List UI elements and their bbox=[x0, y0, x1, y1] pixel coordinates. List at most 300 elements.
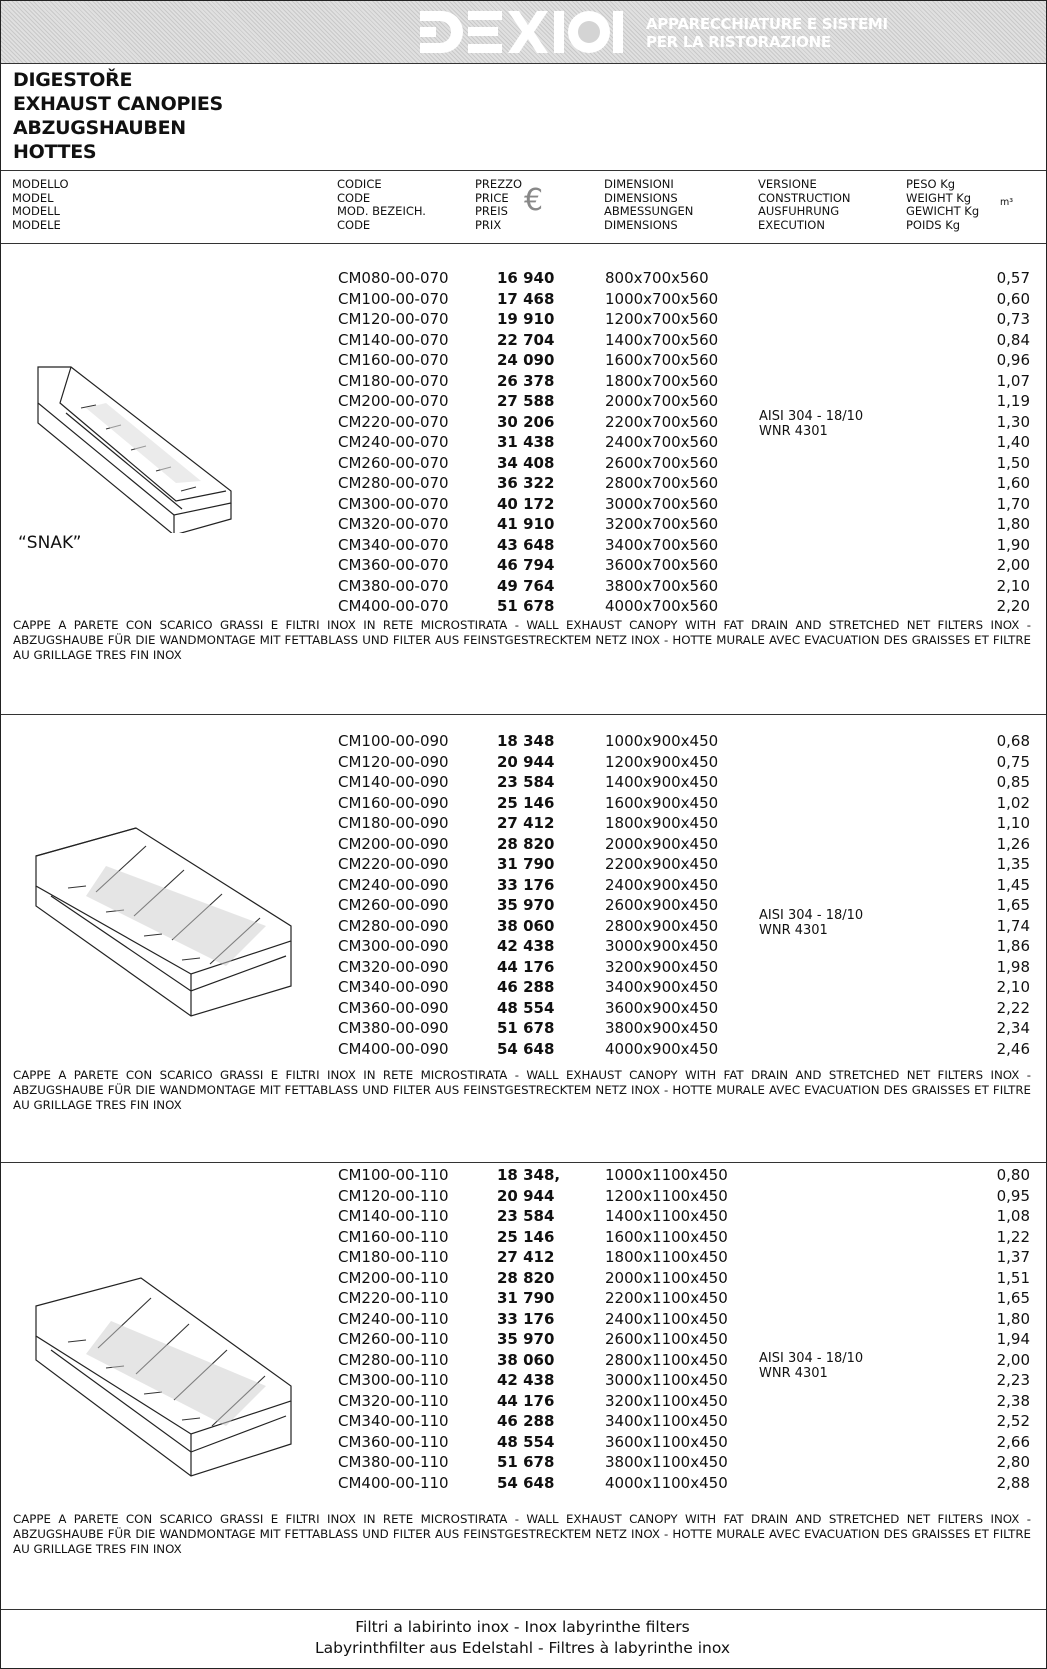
volume-cell: 2,10 bbox=[996, 576, 1030, 595]
table-row bbox=[1, 731, 1046, 751]
code-cell: CM200-00-090 bbox=[338, 834, 449, 853]
table-row bbox=[1, 1165, 1046, 1185]
product-section bbox=[1, 714, 1046, 1162]
price-cell: 46 288 bbox=[497, 978, 555, 996]
price-cell: 20 944 bbox=[497, 752, 555, 771]
volume-cell: 1,51 bbox=[996, 1268, 1030, 1287]
dimensions-cell: 1400x700x560 bbox=[605, 330, 719, 349]
dimensions-cell: 3600x900x450 bbox=[605, 998, 719, 1017]
section-description: CAPPE A PARETE CON SCARICO GRASSI E FILTRI INOX IN RETE MICROSTIRATA - WALL EXHAUST CANOPY WITH FAT DRAIN AND STRETCHED NET FILTERS INOX - ABZUGSHAUBE FÜR DIE WANDMONTAGE MIT FETTABLASS UND FILTER AUS FEINSTGESTRECKTEM NETZ INOX - HOTTE MURALE AVEC EVACUATION DES GRAISSES ET FILTRE AU GRILLAGE TRES FIN INOX bbox=[13, 618, 1031, 662]
dimensions-cell: 3600x1100x450 bbox=[605, 1432, 728, 1451]
volume-cell: 0,85 bbox=[996, 773, 1030, 791]
volume-cell: 1,90 bbox=[996, 535, 1030, 554]
dimensions-cell: 3000x900x450 bbox=[605, 937, 719, 955]
price-cell: 46 288 bbox=[497, 1412, 555, 1430]
table-row bbox=[1, 834, 1046, 854]
volume-cell: 1,19 bbox=[996, 392, 1030, 410]
version-line: AISI 304 - 18/10 bbox=[759, 409, 864, 424]
col-label: VERSIONE bbox=[758, 177, 817, 191]
dimensions-cell: 3800x700x560 bbox=[605, 576, 719, 595]
table-row bbox=[1, 1473, 1046, 1493]
code-cell: CM400-00-110 bbox=[338, 1473, 449, 1492]
code-cell: CM180-00-070 bbox=[338, 371, 449, 390]
table-row bbox=[1, 330, 1046, 350]
table-row bbox=[1, 309, 1046, 329]
table-row bbox=[1, 916, 1046, 936]
volume-cell: 1,07 bbox=[996, 371, 1030, 390]
dimensions-cell: 1200x1100x450 bbox=[605, 1186, 728, 1205]
dimensions-cell: 3800x900x450 bbox=[605, 1019, 719, 1037]
title-de: ABZUGSHAUBEN bbox=[13, 117, 186, 139]
price-cell: 42 438 bbox=[497, 937, 555, 955]
dimensions-cell: 1800x900x450 bbox=[605, 814, 719, 832]
table-row bbox=[1, 977, 1046, 997]
dimensions-cell: 1200x700x560 bbox=[605, 310, 719, 328]
table-row bbox=[1, 596, 1046, 616]
volume-cell: 2,22 bbox=[996, 998, 1030, 1017]
table-row bbox=[1, 391, 1046, 411]
version-line: WNR 4301 bbox=[759, 923, 828, 938]
table-row bbox=[1, 268, 1046, 288]
dimensions-cell: 1600x900x450 bbox=[605, 793, 719, 812]
brand-subtitle bbox=[646, 15, 888, 51]
col-label: PRIX bbox=[475, 217, 502, 232]
code-cell: CM120-00-090 bbox=[338, 752, 449, 771]
dimensions-cell: 4000x700x560 bbox=[605, 597, 719, 615]
price-cell: 23 584 bbox=[497, 773, 555, 791]
dimensions-cell: 2200x1100x450 bbox=[605, 1289, 728, 1307]
col-header-dimensions bbox=[604, 178, 693, 232]
product-section bbox=[1, 1162, 1046, 1609]
dimensions-cell: 1200x900x450 bbox=[605, 752, 719, 771]
volume-cell: 1,80 bbox=[996, 1309, 1030, 1328]
code-cell: CM320-00-110 bbox=[338, 1391, 449, 1410]
dimensions-cell: 2400x900x450 bbox=[605, 875, 719, 894]
volume-cell: 0,96 bbox=[996, 351, 1030, 369]
version-line: WNR 4301 bbox=[759, 1366, 828, 1381]
col-header-model bbox=[12, 178, 69, 232]
code-cell: CM180-00-110 bbox=[338, 1248, 449, 1266]
price-cell: 38 060 bbox=[497, 1350, 555, 1369]
table-row bbox=[1, 1452, 1046, 1472]
table-row bbox=[1, 289, 1046, 309]
col-label: CODICE bbox=[337, 177, 382, 191]
table-row bbox=[1, 432, 1046, 452]
code-cell: CM180-00-090 bbox=[338, 814, 449, 832]
dimensions-cell: 3800x1100x450 bbox=[605, 1453, 728, 1471]
dimensions-cell: 3000x1100x450 bbox=[605, 1371, 728, 1389]
price-cell: 54 648 bbox=[497, 1039, 555, 1058]
price-cell: 30 206 bbox=[497, 412, 555, 431]
code-cell: CM220-00-110 bbox=[338, 1289, 449, 1307]
brand-subtitle-line2: PER LA RISTORAZIONE bbox=[646, 33, 831, 51]
price-cell: 41 910 bbox=[497, 515, 555, 533]
price-cell: 27 588 bbox=[497, 392, 555, 410]
table-row bbox=[1, 1206, 1046, 1226]
dimensions-cell: 3600x700x560 bbox=[605, 556, 719, 574]
volume-cell: 1,45 bbox=[996, 875, 1030, 894]
dimensions-cell: 3200x1100x450 bbox=[605, 1391, 728, 1410]
volume-cell: 0,75 bbox=[996, 752, 1030, 771]
model-name: “SNAK” bbox=[18, 533, 82, 553]
price-cell: 24 090 bbox=[497, 351, 555, 369]
table-row bbox=[1, 1018, 1046, 1038]
price-cell: 28 820 bbox=[497, 834, 555, 853]
divider bbox=[1, 1609, 1046, 1610]
dimensions-cell: 3400x900x450 bbox=[605, 978, 719, 996]
col-label: DIMENSIONI bbox=[604, 177, 674, 191]
col-label: CONSTRUCTION bbox=[758, 190, 851, 205]
col-label: CODE bbox=[337, 217, 371, 232]
dimensions-cell: 4000x900x450 bbox=[605, 1039, 719, 1058]
price-cell: 23 584 bbox=[497, 1207, 555, 1225]
col-label: PREZZO bbox=[475, 177, 522, 191]
price-cell: 31 790 bbox=[497, 1289, 555, 1307]
table-row bbox=[1, 555, 1046, 575]
table-row bbox=[1, 576, 1046, 596]
dimensions-cell: 2400x1100x450 bbox=[605, 1309, 728, 1328]
section-description: CAPPE A PARETE CON SCARICO GRASSI E FILTRI INOX IN RETE MICROSTIRATA - WALL EXHAUST CANOPY WITH FAT DRAIN AND STRETCHED NET FILTERS INOX - ABZUGSHAUBE FÜR DIE WANDMONTAGE MIT FETTABLASS UND FILTER AUS FEINSTGESTRECKTEM NETZ INOX - HOTTE MURALE AVEC EVACUATION DES GRAISSES ET FILTRE AU GRILLAGE TRES FIN INOX bbox=[13, 1512, 1031, 1556]
code-cell: CM360-00-070 bbox=[338, 556, 449, 574]
section-description: CAPPE A PARETE CON SCARICO GRASSI E FILTRI INOX IN RETE MICROSTIRATA - WALL EXHAUST CANOPY WITH FAT DRAIN AND STRETCHED NET FILTERS INOX - ABZUGSHAUBE FÜR DIE WANDMONTAGE MIT FETTABLASS UND FILTER AUS FEINSTGESTRECKTEM NETZ INOX - HOTTE MURALE AVEC EVACUATION DES GRAISSES ET FILTRE AU GRILLAGE TRES FIN INOX bbox=[13, 1068, 1031, 1112]
product-section bbox=[1, 243, 1046, 714]
price-cell: 51 678 bbox=[497, 1453, 555, 1471]
version-line: WNR 4301 bbox=[759, 424, 828, 439]
code-cell: CM260-00-090 bbox=[338, 896, 449, 914]
price-cell: 18 348, bbox=[497, 1166, 561, 1184]
code-cell: CM340-00-070 bbox=[338, 535, 449, 554]
table-row bbox=[1, 473, 1046, 493]
table-row bbox=[1, 1350, 1046, 1370]
col-label: DIMENSIONS bbox=[604, 190, 678, 205]
col-header-code bbox=[337, 178, 426, 232]
code-cell: CM220-00-070 bbox=[338, 412, 449, 431]
dimensions-cell: 3200x900x450 bbox=[605, 957, 719, 976]
dimensions-cell: 2000x900x450 bbox=[605, 834, 719, 853]
price-cell: 17 468 bbox=[497, 289, 555, 308]
volume-cell: 2,34 bbox=[996, 1019, 1030, 1037]
code-cell: CM340-00-110 bbox=[338, 1412, 449, 1430]
code-cell: CM240-00-090 bbox=[338, 875, 449, 894]
code-cell: CM120-00-110 bbox=[338, 1186, 449, 1205]
dexion-logo bbox=[416, 5, 631, 59]
dimensions-cell: 2800x700x560 bbox=[605, 474, 719, 492]
table-row bbox=[1, 412, 1046, 432]
volume-cell: 1,65 bbox=[996, 1289, 1030, 1307]
price-cell: 34 408 bbox=[497, 453, 555, 472]
price-cell: 38 060 bbox=[497, 916, 555, 935]
volume-cell: 0,60 bbox=[996, 289, 1030, 308]
col-label: ABMESSUNGEN bbox=[604, 204, 694, 218]
dimensions-cell: 2400x700x560 bbox=[605, 433, 719, 451]
volume-cell: 1,26 bbox=[996, 834, 1030, 853]
volume-cell: 1,35 bbox=[996, 855, 1030, 873]
volume-cell: 1,60 bbox=[996, 474, 1030, 492]
title-fr: HOTTES bbox=[13, 141, 97, 163]
dimensions-cell: 2200x700x560 bbox=[605, 412, 719, 431]
price-cell: 35 970 bbox=[497, 896, 555, 914]
table-row bbox=[1, 1288, 1046, 1308]
dimensions-cell: 2000x1100x450 bbox=[605, 1268, 728, 1287]
code-cell: CM300-00-110 bbox=[338, 1371, 449, 1389]
col-header-version bbox=[758, 178, 851, 232]
price-cell: 43 648 bbox=[497, 535, 555, 554]
code-cell: CM380-00-070 bbox=[338, 576, 449, 595]
col-label: MOD. BEZEICH. bbox=[337, 204, 426, 218]
code-cell: CM300-00-070 bbox=[338, 494, 449, 513]
dimensions-cell: 1000x900x450 bbox=[605, 732, 719, 750]
table-row bbox=[1, 1039, 1046, 1059]
volume-cell: 1,74 bbox=[996, 916, 1030, 935]
price-cell: 49 764 bbox=[497, 576, 555, 595]
table-row bbox=[1, 772, 1046, 792]
brand-bar bbox=[1, 1, 1046, 63]
col-label: PREIS bbox=[475, 204, 508, 218]
table-row bbox=[1, 371, 1046, 391]
dimensions-cell: 1600x1100x450 bbox=[605, 1227, 728, 1246]
volume-cell: 1,65 bbox=[996, 896, 1030, 914]
table-row bbox=[1, 1227, 1046, 1247]
volume-cell: 0,57 bbox=[996, 269, 1030, 287]
code-cell: CM400-00-090 bbox=[338, 1039, 449, 1058]
code-cell: CM160-00-110 bbox=[338, 1227, 449, 1246]
footer-line2: Labyrinthfilter aus Edelstahl - Filtres à labyrinthe inox bbox=[314, 1639, 731, 1657]
table-row bbox=[1, 494, 1046, 514]
table-row bbox=[1, 793, 1046, 813]
table-row bbox=[1, 1370, 1046, 1390]
price-cell: 25 146 bbox=[497, 1227, 555, 1246]
code-cell: CM260-00-110 bbox=[338, 1330, 449, 1348]
volume-cell: 1,86 bbox=[996, 937, 1030, 955]
price-cell: 19 910 bbox=[497, 310, 555, 328]
dimensions-cell: 4000x1100x450 bbox=[605, 1473, 728, 1492]
table-row bbox=[1, 1432, 1046, 1452]
code-cell: CM380-00-110 bbox=[338, 1453, 449, 1471]
price-cell: 31 790 bbox=[497, 855, 555, 873]
volume-cell: 2,52 bbox=[996, 1412, 1030, 1430]
dimensions-cell: 2000x700x560 bbox=[605, 392, 719, 410]
volume-cell: 1,40 bbox=[996, 433, 1030, 451]
price-cell: 18 348 bbox=[497, 732, 555, 750]
volume-cell: 2,88 bbox=[996, 1473, 1030, 1492]
price-cell: 40 172 bbox=[497, 494, 555, 513]
col-label: MODEL bbox=[12, 190, 54, 205]
code-cell: CM100-00-070 bbox=[338, 289, 449, 308]
dimensions-cell: 3400x700x560 bbox=[605, 535, 719, 554]
code-cell: CM100-00-090 bbox=[338, 732, 449, 750]
volume-cell: 2,46 bbox=[996, 1039, 1030, 1058]
price-cell: 33 176 bbox=[497, 875, 555, 894]
code-cell: CM280-00-090 bbox=[338, 916, 449, 935]
volume-cell: 1,94 bbox=[996, 1330, 1030, 1348]
code-cell: CM140-00-090 bbox=[338, 773, 449, 791]
volume-cell: 1,08 bbox=[996, 1207, 1030, 1225]
euro-icon: € bbox=[524, 183, 544, 218]
price-cell: 31 438 bbox=[497, 433, 555, 451]
dimensions-cell: 1600x700x560 bbox=[605, 351, 719, 369]
volume-cell: 1,37 bbox=[996, 1248, 1030, 1266]
price-cell: 22 704 bbox=[497, 330, 555, 349]
volume-cell: 2,10 bbox=[996, 978, 1030, 996]
table-row bbox=[1, 1309, 1046, 1329]
code-cell: CM200-00-070 bbox=[338, 392, 449, 410]
dimensions-cell: 2800x900x450 bbox=[605, 916, 719, 935]
code-cell: CM260-00-070 bbox=[338, 453, 449, 472]
dimensions-cell: 1000x1100x450 bbox=[605, 1166, 728, 1184]
title-en: EXHAUST CANOPIES bbox=[13, 93, 223, 115]
col-label: AUSFUHRUNG bbox=[758, 204, 840, 218]
col-label: GEWICHT Kg bbox=[906, 204, 980, 218]
code-cell: CM160-00-090 bbox=[338, 793, 449, 812]
price-cell: 20 944 bbox=[497, 1186, 555, 1205]
table-row bbox=[1, 514, 1046, 534]
dimensions-cell: 1800x700x560 bbox=[605, 371, 719, 390]
page-title bbox=[13, 68, 223, 164]
volume-cell: 2,00 bbox=[996, 556, 1030, 574]
col-header-weight bbox=[906, 178, 979, 232]
price-cell: 44 176 bbox=[497, 1391, 555, 1410]
volume-cell: 1,22 bbox=[996, 1227, 1030, 1246]
volume-cell: 2,66 bbox=[996, 1432, 1030, 1451]
volume-cell: 1,10 bbox=[996, 814, 1030, 832]
table-row bbox=[1, 875, 1046, 895]
dimensions-cell: 1400x1100x450 bbox=[605, 1207, 728, 1225]
code-cell: CM160-00-070 bbox=[338, 351, 449, 369]
price-cell: 36 322 bbox=[497, 474, 555, 492]
footer-line1: Filtri a labirinto inox - Inox labyrinthe filters bbox=[355, 1618, 690, 1636]
table-row bbox=[1, 1186, 1046, 1206]
price-cell: 51 678 bbox=[497, 1019, 555, 1037]
volume-cell: 0,68 bbox=[996, 732, 1030, 750]
dimensions-cell: 2200x900x450 bbox=[605, 855, 719, 873]
table-row bbox=[1, 1391, 1046, 1411]
price-cell: 48 554 bbox=[497, 1432, 555, 1451]
volume-cell: 0,73 bbox=[996, 310, 1030, 328]
price-cell: 27 412 bbox=[497, 1248, 555, 1266]
code-cell: CM080-00-070 bbox=[338, 269, 449, 287]
table-row bbox=[1, 1268, 1046, 1288]
code-cell: CM400-00-070 bbox=[338, 597, 449, 615]
code-cell: CM140-00-070 bbox=[338, 330, 449, 349]
col-label: CODE bbox=[337, 190, 371, 205]
col-label: MODELLO bbox=[12, 177, 69, 191]
title-cz: DIGESTOŘE bbox=[13, 69, 133, 91]
brand-subtitle-line1: APPARECCHIATURE E SISTEMI bbox=[646, 15, 888, 33]
price-cell: 54 648 bbox=[497, 1473, 555, 1492]
table-row bbox=[1, 936, 1046, 956]
dimensions-cell: 1400x900x450 bbox=[605, 773, 719, 791]
volume-cell: 2,23 bbox=[996, 1371, 1030, 1389]
dimensions-cell: 2600x1100x450 bbox=[605, 1330, 728, 1348]
volume-cell: 1,98 bbox=[996, 957, 1030, 976]
version-line: AISI 304 - 18/10 bbox=[759, 908, 864, 923]
col-label: MODELL bbox=[12, 204, 60, 218]
table-row bbox=[1, 453, 1046, 473]
price-cell: 16 940 bbox=[497, 269, 555, 287]
dimensions-cell: 2600x700x560 bbox=[605, 453, 719, 472]
col-label: WEIGHT Kg bbox=[906, 190, 972, 205]
code-cell: CM280-00-110 bbox=[338, 1350, 449, 1369]
dimensions-cell: 3000x700x560 bbox=[605, 494, 719, 513]
col-label: PESO Kg bbox=[906, 177, 956, 191]
table-row bbox=[1, 854, 1046, 874]
version-line: AISI 304 - 18/10 bbox=[759, 1351, 864, 1366]
price-cell: 44 176 bbox=[497, 957, 555, 976]
code-cell: CM140-00-110 bbox=[338, 1207, 449, 1225]
price-cell: 51 678 bbox=[497, 597, 555, 615]
volume-cell: 1,50 bbox=[996, 453, 1030, 472]
table-row bbox=[1, 752, 1046, 772]
table-row bbox=[1, 957, 1046, 977]
code-cell: CM340-00-090 bbox=[338, 978, 449, 996]
table-row bbox=[1, 535, 1046, 555]
table-row bbox=[1, 1411, 1046, 1431]
volume-cell: 0,95 bbox=[996, 1186, 1030, 1205]
code-cell: CM380-00-090 bbox=[338, 1019, 449, 1037]
col-label: MODELE bbox=[12, 217, 61, 232]
volume-cell: 2,80 bbox=[996, 1453, 1030, 1471]
volume-cell: 2,20 bbox=[996, 597, 1030, 615]
code-cell: CM280-00-070 bbox=[338, 474, 449, 492]
code-cell: CM120-00-070 bbox=[338, 310, 449, 328]
code-cell: CM220-00-090 bbox=[338, 855, 449, 873]
volume-cell: 1,30 bbox=[996, 412, 1030, 431]
col-label: PRICE bbox=[475, 190, 509, 205]
table-row bbox=[1, 998, 1046, 1018]
price-cell: 25 146 bbox=[497, 793, 555, 812]
price-cell: 35 970 bbox=[497, 1330, 555, 1348]
price-cell: 26 378 bbox=[497, 371, 555, 390]
dimensions-cell: 3400x1100x450 bbox=[605, 1412, 728, 1430]
code-cell: CM360-00-090 bbox=[338, 998, 449, 1017]
table-row bbox=[1, 1247, 1046, 1267]
code-cell: CM360-00-110 bbox=[338, 1432, 449, 1451]
volume-unit: m³ bbox=[1000, 197, 1014, 208]
code-cell: CM320-00-090 bbox=[338, 957, 449, 976]
dimensions-cell: 1000x700x560 bbox=[605, 289, 719, 308]
code-cell: CM300-00-090 bbox=[338, 937, 449, 955]
price-cell: 27 412 bbox=[497, 814, 555, 832]
dimensions-cell: 2600x900x450 bbox=[605, 896, 719, 914]
dimensions-cell: 1800x1100x450 bbox=[605, 1248, 728, 1266]
price-cell: 28 820 bbox=[497, 1268, 555, 1287]
dimensions-cell: 800x700x560 bbox=[605, 269, 709, 287]
table-row bbox=[1, 895, 1046, 915]
code-cell: CM240-00-110 bbox=[338, 1309, 449, 1328]
volume-cell: 0,84 bbox=[996, 330, 1030, 349]
table-row bbox=[1, 350, 1046, 370]
volume-cell: 2,00 bbox=[996, 1350, 1030, 1369]
table-row bbox=[1, 1329, 1046, 1349]
volume-cell: 0,80 bbox=[996, 1166, 1030, 1184]
code-cell: CM320-00-070 bbox=[338, 515, 449, 533]
code-cell: CM100-00-110 bbox=[338, 1166, 449, 1184]
col-label: DIMENSIONS bbox=[604, 217, 678, 232]
price-cell: 42 438 bbox=[497, 1371, 555, 1389]
divider bbox=[1, 63, 1046, 64]
volume-cell: 1,80 bbox=[996, 515, 1030, 533]
dimensions-cell: 2800x1100x450 bbox=[605, 1350, 728, 1369]
price-cell: 33 176 bbox=[497, 1309, 555, 1328]
col-header-price bbox=[475, 178, 522, 232]
divider bbox=[1, 170, 1046, 171]
volume-cell: 2,38 bbox=[996, 1391, 1030, 1410]
col-label: EXECUTION bbox=[758, 217, 825, 232]
table-row bbox=[1, 813, 1046, 833]
col-label: POIDS Kg bbox=[906, 217, 961, 232]
volume-cell: 1,70 bbox=[996, 494, 1030, 513]
volume-cell: 1,02 bbox=[996, 793, 1030, 812]
